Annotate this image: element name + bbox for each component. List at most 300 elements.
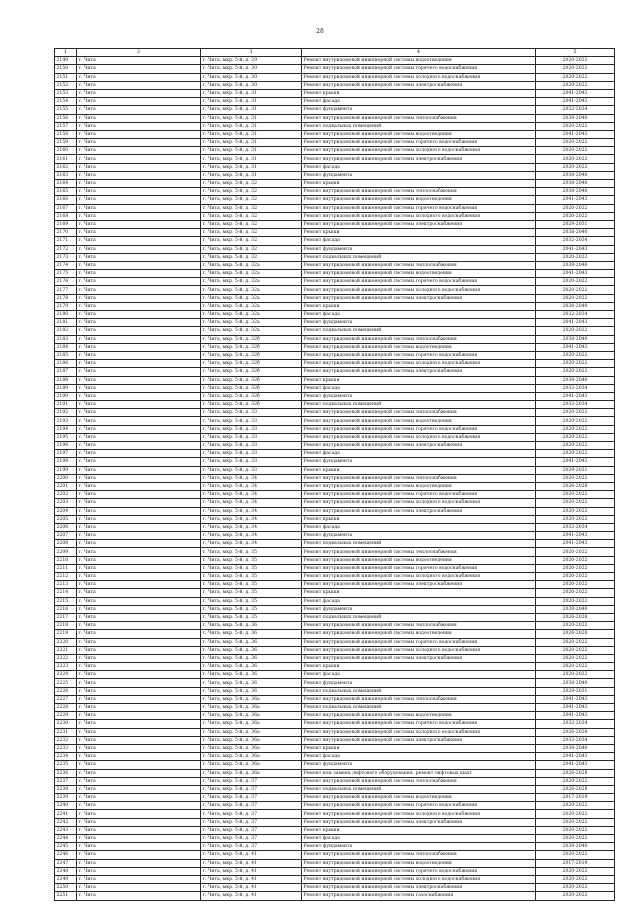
registry-table (54, 48, 615, 901)
period-cell: 2017-2019 (536, 794, 615, 802)
municipality-cell: г. Чита (77, 728, 201, 736)
table-row (55, 335, 615, 343)
work-type-cell: Ремонт внутридомовой инженерной системы водоотведения (302, 794, 536, 802)
row-number-cell: 2194 (55, 425, 77, 433)
municipality-cell: г. Чита (77, 736, 201, 744)
municipality-cell: г. Чита (77, 171, 201, 179)
table-row (55, 376, 615, 384)
row-number-cell: 2233 (55, 744, 77, 752)
address-cell: г. Чита, мкр. 5-й, д. 34 (201, 474, 302, 482)
period-cell: 2026-2028 (536, 728, 615, 736)
table-row (55, 638, 615, 646)
row-number-cell: 2227 (55, 695, 77, 703)
work-type-cell: Ремонт внутридомовой инженерной системы электроснабжения (302, 155, 536, 163)
row-number-cell: 2245 (55, 843, 77, 851)
address-cell: г. Чита, мкр. 5-й, д. 36а (201, 736, 302, 744)
address-cell: г. Чита, мкр. 5-й, д. 32б (201, 351, 302, 359)
address-cell: г. Чита, мкр. 5-й, д. 32а (201, 311, 302, 319)
address-cell: г. Чита, мкр. 5-й, д. 35 (201, 564, 302, 572)
address-cell: г. Чита, мкр. 5-й, д. 32 (201, 188, 302, 196)
address-cell: г. Чита, мкр. 5-й, д. 36 (201, 663, 302, 671)
table-row (55, 753, 615, 761)
address-cell: г. Чита, мкр. 5-й, д. 31 (201, 163, 302, 171)
row-number-cell: 2166 (55, 196, 77, 204)
work-type-cell: Ремонт фасада (302, 163, 536, 171)
address-cell: г. Чита, мкр. 5-й, д. 34 (201, 532, 302, 540)
municipality-cell: г. Чита (77, 818, 201, 826)
address-cell: г. Чита, мкр. 5-й, д. 41 (201, 859, 302, 867)
period-cell: 2020-2022 (536, 646, 615, 654)
municipality-cell: г. Чита (77, 278, 201, 286)
period-cell: 2041-2043 (536, 695, 615, 703)
row-number-cell: 2237 (55, 777, 77, 785)
work-type-cell: Ремонт фундамента (302, 319, 536, 327)
work-type-cell: Ремонт внутридомовой инженерной системы водоотведения (302, 482, 536, 490)
work-type-cell: Ремонт фундамента (302, 245, 536, 253)
work-type-cell: Ремонт внутридомовой инженерной системы горячего водоснабжения (302, 638, 536, 646)
period-cell: 2038-2040 (536, 302, 615, 310)
period-cell: 2038-2040 (536, 679, 615, 687)
work-type-cell: Ремонт подвальных помещений (302, 122, 536, 130)
row-number-cell: 2177 (55, 286, 77, 294)
period-cell: 2020-2022 (536, 867, 615, 875)
municipality-cell: г. Чита (77, 744, 201, 752)
municipality-cell: г. Чита (77, 794, 201, 802)
work-type-cell: Ремонт внутридомовой инженерной системы водоотведения (302, 417, 536, 425)
period-cell: 2020-2022 (536, 73, 615, 81)
table-row (55, 392, 615, 400)
work-type-cell: Ремонт внутридомовой инженерной системы теплоснабжения (302, 474, 536, 482)
table-row (55, 147, 615, 155)
address-cell: г. Чита, мкр. 5-й, д. 37 (201, 818, 302, 826)
period-cell: 2020-2022 (536, 442, 615, 450)
work-type-cell: Ремонт внутридомовой инженерной системы теплоснабжения (302, 695, 536, 703)
period-cell: 2041-2043 (536, 130, 615, 138)
work-type-cell: Ремонт внутридомовой инженерной системы холодного водоснабжения (302, 875, 536, 883)
address-cell: г. Чита, мкр. 5-й, д. 37 (201, 826, 302, 834)
address-cell: г. Чита, мкр. 5-й, д. 33 (201, 433, 302, 441)
work-type-cell: Ремонт внутридомовой инженерной системы теплоснабжения (302, 335, 536, 343)
period-cell: 2026-2028 (536, 769, 615, 777)
work-type-cell: Ремонт внутридомовой инженерной системы холодного водоснабжения (302, 573, 536, 581)
work-type-cell: Ремонт крыши (302, 229, 536, 237)
table-row (55, 794, 615, 802)
address-cell: г. Чита, мкр. 5-й, д. 36 (201, 687, 302, 695)
work-type-cell: Ремонт внутридомовой инженерной системы электроснабжения (302, 294, 536, 302)
period-cell: 2020-2022 (536, 212, 615, 220)
period-cell: 2020-2022 (536, 810, 615, 818)
table-row (55, 155, 615, 163)
address-cell: г. Чита, мкр. 5-й, д. 41 (201, 884, 302, 892)
municipality-cell: г. Чита (77, 892, 201, 900)
period-cell: 2020-2022 (536, 875, 615, 883)
period-cell: 2041-2043 (536, 392, 615, 400)
municipality-cell: г. Чита (77, 785, 201, 793)
row-number-cell: 2164 (55, 180, 77, 188)
period-cell: 2032-2034 (536, 720, 615, 728)
period-cell: 2038-2040 (536, 335, 615, 343)
row-number-cell: 2203 (55, 499, 77, 507)
period-cell: 2041-2043 (536, 270, 615, 278)
municipality-cell: г. Чита (77, 204, 201, 212)
row-number-cell: 2216 (55, 605, 77, 613)
table-row (55, 343, 615, 351)
work-type-cell: Ремонт фасада (302, 523, 536, 531)
address-cell: г. Чита, мкр. 5-й, д. 36а (201, 761, 302, 769)
table-row (55, 867, 615, 875)
work-type-cell: Ремонт внутридомовой инженерной системы электроснабжения (302, 818, 536, 826)
row-number-cell: 2196 (55, 442, 77, 450)
address-cell: г. Чита, мкр. 5-й, д. 37 (201, 810, 302, 818)
municipality-cell: г. Чита (77, 384, 201, 392)
address-cell: г. Чита, мкр. 5-й, д. 34 (201, 507, 302, 515)
period-cell: 2041-2043 (536, 319, 615, 327)
table-row (55, 98, 615, 106)
table-row (55, 442, 615, 450)
work-type-cell: Ремонт подвальных помещений (302, 327, 536, 335)
period-cell: 2020-2022 (536, 81, 615, 89)
table-row (55, 253, 615, 261)
period-cell: 2032-2034 (536, 736, 615, 744)
row-number-cell: 2204 (55, 507, 77, 515)
municipality-cell: г. Чита (77, 695, 201, 703)
table-row (55, 409, 615, 417)
table-row (55, 65, 615, 73)
address-cell: г. Чита, мкр. 5-й, д. 32 (201, 229, 302, 237)
address-cell: г. Чита, мкр. 5-й, д. 35 (201, 605, 302, 613)
address-cell: г. Чита, мкр. 5-й, д. 36а (201, 728, 302, 736)
row-number-cell: 2208 (55, 540, 77, 548)
address-cell: г. Чита, мкр. 5-й, д. 33 (201, 466, 302, 474)
period-cell: 2020-2022 (536, 515, 615, 523)
work-type-cell: Ремонт внутридомовой инженерной системы электроснабжения (302, 442, 536, 450)
work-type-cell: Ремонт крыши (302, 589, 536, 597)
municipality-cell: г. Чита (77, 532, 201, 540)
table-row (55, 425, 615, 433)
address-cell: г. Чита, мкр. 5-й, д. 41 (201, 875, 302, 883)
row-number-cell: 2172 (55, 245, 77, 253)
period-cell: 2038-2040 (536, 376, 615, 384)
period-cell: 2020-2022 (536, 884, 615, 892)
period-cell: 2032-2034 (536, 106, 615, 114)
address-cell: г. Чита, мкр. 5-й, д. 34 (201, 523, 302, 531)
address-cell: г. Чита, мкр. 5-й, д. 32б (201, 384, 302, 392)
address-cell: г. Чита, мкр. 5-й, д. 31 (201, 98, 302, 106)
table-row (55, 294, 615, 302)
municipality-cell: г. Чита (77, 229, 201, 237)
period-cell: 2032-2034 (536, 384, 615, 392)
period-cell: 2026-2028 (536, 785, 615, 793)
address-cell: г. Чита, мкр. 5-й, д. 35 (201, 613, 302, 621)
address-cell: г. Чита, мкр. 5-й, д. 34 (201, 540, 302, 548)
table-row (55, 302, 615, 310)
table-row (55, 351, 615, 359)
table-row (55, 671, 615, 679)
table-row (55, 548, 615, 556)
work-type-cell: Ремонт внутридомовой инженерной системы горячего водоснабжения (302, 425, 536, 433)
work-type-cell: Ремонт внутридомовой инженерной системы водоотведения (302, 556, 536, 564)
period-cell: 2041-2043 (536, 343, 615, 351)
period-cell: 2041-2043 (536, 458, 615, 466)
municipality-cell: г. Чита (77, 802, 201, 810)
row-number-cell: 2199 (55, 466, 77, 474)
municipality-cell: г. Чита (77, 720, 201, 728)
work-type-cell: Ремонт внутридомовой инженерной системы водоотведения (302, 630, 536, 638)
table-row (55, 695, 615, 703)
municipality-cell: г. Чита (77, 491, 201, 499)
municipality-cell: г. Чита (77, 515, 201, 523)
table-row (55, 261, 615, 269)
work-type-cell: Ремонт внутридомовой инженерной системы холодного водоснабжения (302, 212, 536, 220)
work-type-cell: Ремонт внутридомовой инженерной системы теплоснабжения (302, 777, 536, 785)
row-number-cell: 2229 (55, 712, 77, 720)
work-type-cell: Ремонт внутридомовой инженерной системы горячего водоснабжения (302, 720, 536, 728)
work-type-cell: Ремонт внутридомовой инженерной системы водоотведения (302, 712, 536, 720)
table-row (55, 843, 615, 851)
work-type-cell: Ремонт крыши (302, 663, 536, 671)
table-row (55, 196, 615, 204)
row-number-cell: 2150 (55, 65, 77, 73)
row-number-cell: 2223 (55, 663, 77, 671)
table-row (55, 769, 615, 777)
table-row (55, 122, 615, 130)
work-type-cell: Ремонт фундамента (302, 532, 536, 540)
work-type-cell: Ремонт крыши (302, 89, 536, 97)
table-row (55, 761, 615, 769)
row-number-cell: 2163 (55, 171, 77, 179)
period-cell: 2020-2022 (536, 425, 615, 433)
period-cell: 2026-2028 (536, 482, 615, 490)
period-cell: 2020-2022 (536, 327, 615, 335)
address-cell: г. Чита, мкр. 5-й, д. 32 (201, 180, 302, 188)
table-row (55, 613, 615, 621)
address-cell: г. Чита, мкр. 5-й, д. 32 (201, 212, 302, 220)
table-row (55, 89, 615, 97)
address-cell: г. Чита, мкр. 5-й, д. 37 (201, 835, 302, 843)
period-cell: 2038-2040 (536, 180, 615, 188)
period-cell: 2020-2022 (536, 294, 615, 302)
period-cell: 2020-2022 (536, 450, 615, 458)
address-cell: г. Чита, мкр. 5-й, д. 32б (201, 376, 302, 384)
work-type-cell: Ремонт внутридомовой инженерной системы холодного водоснабжения (302, 147, 536, 155)
row-number-cell: 2217 (55, 613, 77, 621)
work-type-cell: Ремонт внутридомовой инженерной системы водоотведения (302, 859, 536, 867)
municipality-cell: г. Чита (77, 180, 201, 188)
period-cell: 2038-2040 (536, 261, 615, 269)
municipality-cell: г. Чита (77, 875, 201, 883)
table-row (55, 744, 615, 752)
work-type-cell: Ремонт внутридомовой инженерной системы горячего водоснабжения (302, 491, 536, 499)
row-number-cell: 2181 (55, 319, 77, 327)
table-row (55, 663, 615, 671)
municipality-cell: г. Чита (77, 417, 201, 425)
work-type-cell: Ремонт внутридомовой инженерной системы водоотведения (302, 196, 536, 204)
row-number-cell: 2185 (55, 351, 77, 359)
table-row (55, 57, 615, 65)
address-cell: г. Чита, мкр. 5-й, д. 32а (201, 294, 302, 302)
municipality-cell: г. Чита (77, 851, 201, 859)
municipality-cell: г. Чита (77, 327, 201, 335)
row-number-cell: 2200 (55, 474, 77, 482)
municipality-cell: г. Чита (77, 196, 201, 204)
address-cell: г. Чита, мкр. 5-й, д. 36а (201, 720, 302, 728)
work-type-cell: Ремонт внутридомовой инженерной системы теплоснабжения (302, 261, 536, 269)
period-cell: 2020-2022 (536, 57, 615, 65)
period-cell: 2020-2022 (536, 163, 615, 171)
address-cell: г. Чита, мкр. 5-й, д. 31 (201, 139, 302, 147)
address-cell: г. Чита, мкр. 5-й, д. 37 (201, 777, 302, 785)
period-cell: 2020-2022 (536, 286, 615, 294)
municipality-cell: г. Чита (77, 302, 201, 310)
municipality-cell: г. Чита (77, 311, 201, 319)
table-row (55, 654, 615, 662)
row-number-cell: 2224 (55, 671, 77, 679)
column-header: 3 (201, 49, 302, 57)
row-number-cell: 2222 (55, 654, 77, 662)
table-row (55, 605, 615, 613)
row-number-cell: 2171 (55, 237, 77, 245)
work-type-cell: Ремонт подвальных помещений (302, 613, 536, 621)
period-cell: 2020-2022 (536, 139, 615, 147)
address-cell: г. Чита, мкр. 5-й, д. 41 (201, 892, 302, 900)
work-type-cell: Ремонт фундамента (302, 679, 536, 687)
address-cell: г. Чита, мкр. 5-й, д. 31 (201, 147, 302, 155)
municipality-cell: г. Чита (77, 646, 201, 654)
municipality-cell: г. Чита (77, 867, 201, 875)
table-row (55, 286, 615, 294)
municipality-cell: г. Чита (77, 368, 201, 376)
address-cell: г. Чита, мкр. 5-й, д. 32 (201, 220, 302, 228)
address-cell: г. Чита, мкр. 5-й, д. 36а (201, 712, 302, 720)
period-cell: 2032-2034 (536, 311, 615, 319)
row-number-cell: 2234 (55, 753, 77, 761)
municipality-cell: г. Чита (77, 482, 201, 490)
work-type-cell: Ремонт внутридомовой инженерной системы теплоснабжения (302, 851, 536, 859)
table-row (55, 875, 615, 883)
address-cell: г. Чита, мкр. 5-й, д. 32а (201, 319, 302, 327)
address-cell: г. Чита, мкр. 5-й, д. 32 (201, 245, 302, 253)
row-number-cell: 2175 (55, 270, 77, 278)
period-cell: 2020-2022 (536, 556, 615, 564)
work-type-cell: Ремонт внутридомовой инженерной системы электроснабжения (302, 220, 536, 228)
row-number-cell: 2193 (55, 417, 77, 425)
row-number-cell: 2206 (55, 523, 77, 531)
table-row (55, 728, 615, 736)
row-number-cell: 2218 (55, 622, 77, 630)
work-type-cell: Ремонт фундамента (302, 843, 536, 851)
municipality-cell: г. Чита (77, 245, 201, 253)
period-cell: 2020-2022 (536, 802, 615, 810)
work-type-cell: Ремонт крыши (302, 302, 536, 310)
work-type-cell: Ремонт внутридомовой инженерной системы электроснабжения (302, 884, 536, 892)
work-type-cell: Ремонт фасада (302, 753, 536, 761)
table-row (55, 679, 615, 687)
row-number-cell: 2242 (55, 818, 77, 826)
period-cell: 2041-2043 (536, 540, 615, 548)
page-number: 28 (316, 28, 324, 35)
municipality-cell: г. Чита (77, 425, 201, 433)
period-cell: 2020-2022 (536, 573, 615, 581)
municipality-cell: г. Чита (77, 106, 201, 114)
address-cell: г. Чита, мкр. 5-й, д. 31 (201, 89, 302, 97)
work-type-cell: Ремонт крыши (302, 180, 536, 188)
municipality-cell: г. Чита (77, 474, 201, 482)
work-type-cell: Ремонт внутридомовой инженерной системы электроснабжения (302, 581, 536, 589)
table-row (55, 220, 615, 228)
municipality-cell: г. Чита (77, 130, 201, 138)
table-row (55, 360, 615, 368)
row-number-cell: 2246 (55, 851, 77, 859)
address-cell: г. Чита, мкр. 5-й, д. 32б (201, 335, 302, 343)
municipality-cell: г. Чита (77, 859, 201, 867)
table-row (55, 319, 615, 327)
period-cell: 2020-2022 (536, 491, 615, 499)
address-cell: г. Чита, мкр. 5-й, д. 37 (201, 802, 302, 810)
municipality-cell: г. Чита (77, 663, 201, 671)
period-cell: 2038-2040 (536, 605, 615, 613)
row-number-cell: 2210 (55, 556, 77, 564)
municipality-cell: г. Чита (77, 687, 201, 695)
row-number-cell: 2176 (55, 278, 77, 286)
table-row (55, 417, 615, 425)
work-type-cell: Ремонт внутридомовой инженерной системы электроснабжения (302, 507, 536, 515)
work-type-cell: Ремонт внутридомовой инженерной системы горячего водоснабжения (302, 351, 536, 359)
table-row (55, 818, 615, 826)
row-number-cell: 2243 (55, 826, 77, 834)
municipality-cell: г. Чита (77, 810, 201, 818)
table-row (55, 130, 615, 138)
table-row (55, 139, 615, 147)
row-number-cell: 2191 (55, 401, 77, 409)
row-number-cell: 2238 (55, 785, 77, 793)
row-number-cell: 2173 (55, 253, 77, 261)
table-row (55, 450, 615, 458)
row-number-cell: 2157 (55, 122, 77, 130)
work-type-cell: Ремонт внутридомовой инженерной системы водоотведения (302, 130, 536, 138)
municipality-cell: г. Чита (77, 73, 201, 81)
table-row (55, 736, 615, 744)
row-number-cell: 2251 (55, 892, 77, 900)
municipality-cell: г. Чита (77, 147, 201, 155)
row-number-cell: 2160 (55, 147, 77, 155)
address-cell: г. Чита, мкр. 5-й, д. 33 (201, 442, 302, 450)
work-type-cell: Ремонт внутридомовой инженерной системы горячего водоснабжения (302, 204, 536, 212)
work-type-cell: Ремонт внутридомовой инженерной системы горячего водоснабжения (302, 65, 536, 73)
work-type-cell: Ремонт внутридомовой инженерной системы теплоснабжения (302, 622, 536, 630)
address-cell: г. Чита, мкр. 5-й, д. 32а (201, 327, 302, 335)
period-cell: 2020-2022 (536, 368, 615, 376)
municipality-cell: г. Чита (77, 409, 201, 417)
table-row (55, 851, 615, 859)
municipality-cell: г. Чита (77, 237, 201, 245)
address-cell: г. Чита, мкр. 5-й, д. 35 (201, 597, 302, 605)
column-header: 4 (302, 49, 536, 57)
table-row (55, 327, 615, 335)
period-cell: 2020-2022 (536, 654, 615, 662)
period-cell: 2020-2022 (536, 671, 615, 679)
period-cell: 2020-2022 (536, 892, 615, 900)
row-number-cell: 2221 (55, 646, 77, 654)
row-number-cell: 2180 (55, 311, 77, 319)
municipality-cell: г. Чита (77, 294, 201, 302)
row-number-cell: 2212 (55, 573, 77, 581)
work-type-cell: Ремонт внутридомовой инженерной системы электроснабжения (302, 654, 536, 662)
row-number-cell: 2209 (55, 548, 77, 556)
address-cell: г. Чита, мкр. 5-й, д. 32 (201, 196, 302, 204)
work-type-cell: Ремонт фасада (302, 597, 536, 605)
address-cell: г. Чита, мкр. 5-й, д. 36 (201, 630, 302, 638)
address-cell: г. Чита, мкр. 5-й, д. 32б (201, 368, 302, 376)
